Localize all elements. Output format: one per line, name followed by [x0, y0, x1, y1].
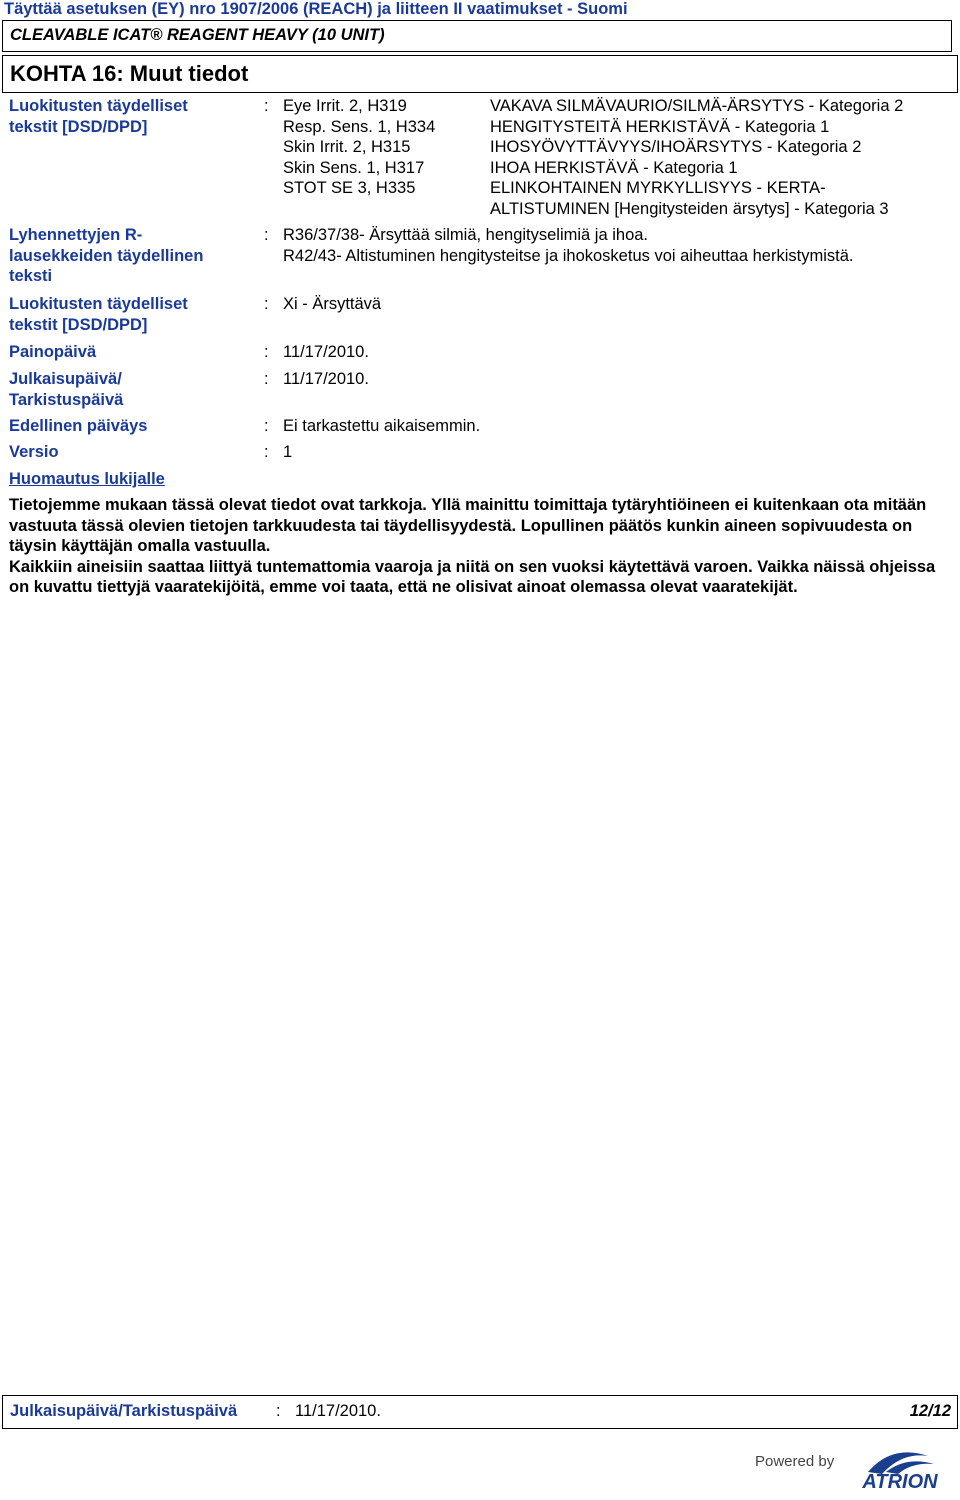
atrion-logo: [842, 1442, 958, 1492]
colon: :: [264, 226, 269, 244]
logo-wordmark: ATRION: [862, 1471, 938, 1492]
colon: :: [264, 443, 269, 461]
notice-paragraph: Kaikkiin aineisiin saattaa liittyä tuntemattomia vaaroja ja niitä on sen vuoksi käytettävä varoen. Vaikka näissä ohjeissa on kuvattu tiettyjä vaaratekijöitä, emme voi taata, että ne olisivat ainoat olemassa olevat vaaratekijät.: [9, 557, 936, 596]
hazard-description: HENGITYSTEITÄ HERKISTÄVÄ - Kategoria 1: [490, 117, 830, 136]
classification-full-label: Luokitusten täydelliset tekstit [DSD/DPD]: [9, 97, 188, 136]
classification-dsd-value: Xi - Ärsyttävä: [283, 295, 382, 313]
notice-paragraph: Tietojemme mukaan tässä olevat tiedot ovat tarkkoja. Yllä mainittu toimittaja tytäryhtiöineen ei kuitenkaan ota mitään vastuuta tässä olevien tietojen tarkkuudesta tai täydellisyydestä. Lopullinen päätös kunkin aineen sopivuudesta on täysin käyttäjän omalla vastuulla.: [9, 496, 927, 555]
hazard-code: Skin Irrit. 2, H315: [283, 138, 411, 156]
regulation-header: Täyttää asetuksen (EY) nro 1907/2006 (REACH) ja liitteen II vaatimukset - Suomi: [4, 0, 628, 18]
product-name-box: [2, 20, 952, 52]
previous-date-label: Edellinen päiväys: [9, 417, 148, 435]
section-title: KOHTA 16: Muut tiedot: [10, 61, 249, 86]
powered-by-text: Powered by: [755, 1453, 835, 1470]
hazard-code: Skin Sens. 1, H317: [283, 158, 425, 177]
hazard-code: Eye Irrit. 2, H319: [283, 97, 407, 115]
version-label: Versio: [9, 443, 59, 461]
colon: :: [264, 417, 269, 435]
notice-to-reader-heading: Huomautus lukijalle: [9, 470, 165, 488]
r-phrases-label: Lyhennettyjen R-lausekkeiden täydellinen teksti: [9, 226, 204, 285]
hazard-code: STOT SE 3, H335: [283, 179, 416, 197]
hazard-description: ALTISTUMINEN [Hengitysteiden ärsytys] - Kategoria 3: [490, 199, 889, 218]
footer-date-label: Julkaisupäivä/Tarkistuspäivä: [10, 1402, 238, 1420]
version-value: 1: [283, 443, 293, 461]
page-footer: [2, 1395, 958, 1429]
footer-date-value: 11/17/2010.: [295, 1402, 381, 1420]
previous-date-value: Ei tarkastettu aikaisemmin.: [283, 417, 481, 435]
classification-dsd-label: Luokitusten täydelliset tekstit [DSD/DPD]: [9, 295, 188, 334]
colon: :: [264, 370, 269, 388]
hazard-code: Resp. Sens. 1, H334: [283, 117, 436, 136]
page-number: 12/12: [909, 1402, 951, 1420]
r-phrase-line: R36/37/38- Ärsyttää silmiä, hengityselimiä ja ihoa.: [283, 226, 649, 244]
section-header-box: [2, 55, 958, 93]
colon: :: [264, 97, 269, 115]
print-date-label: Painopäivä: [9, 343, 97, 361]
hazard-description: VAKAVA SILMÄVAURIO/SILMÄ-ÄRSYTYS - Kategoria 2: [490, 97, 904, 115]
print-date-value: 11/17/2010.: [283, 343, 369, 361]
issue-date-value: 11/17/2010.: [283, 370, 369, 388]
colon: :: [264, 343, 269, 361]
issue-date-label: Julkaisupäivä/ Tarkistuspäivä: [9, 370, 124, 409]
hazard-description: IHOSYÖVYTTÄVYYS/IHOÄRSYTYS - Kategoria 2: [490, 138, 862, 156]
hazard-description: IHOA HERKISTÄVÄ - Kategoria 1: [490, 158, 738, 177]
r-phrase-line: R42/43- Altistuminen hengitysteitse ja ihokosketus voi aiheuttaa herkistymistä.: [283, 246, 854, 265]
product-name: CLEAVABLE ICAT® REAGENT HEAVY (10 UNIT): [10, 26, 385, 44]
colon: :: [276, 1402, 281, 1420]
hazard-description: ELINKOHTAINEN MYRKYLLISYYS - KERTA-: [490, 179, 826, 197]
colon: :: [264, 295, 269, 313]
